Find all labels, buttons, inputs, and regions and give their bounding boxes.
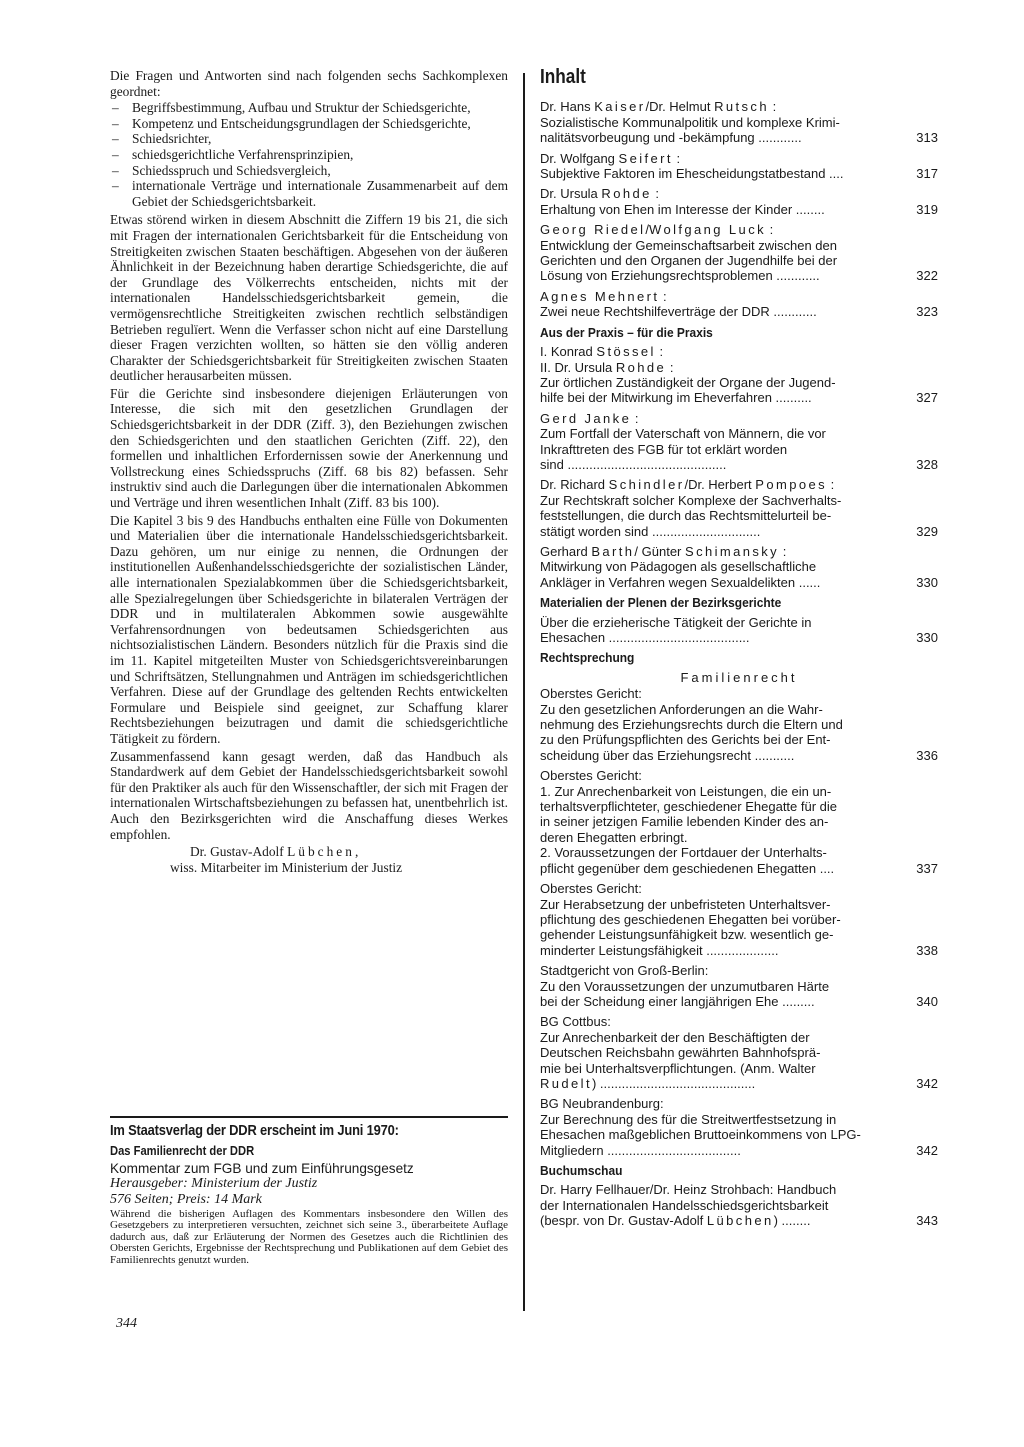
toc-author: Dr. Wolfgang Seifert :: [540, 150, 681, 166]
list-item: – schiedsgerichtliche Verfahrensprinzipien,: [110, 147, 508, 163]
divider: [110, 1116, 508, 1118]
toc-entry: Oberstes Gericht: Zu den gesetzlichen Anforderungen an die Wahr- nehmung des Erziehungsrechts durch die Eltern und zu den Prüfungspflichten des Gerichts bei der Ent- scheidung über das Erziehungsrecht ........... 336: [540, 686, 938, 763]
author-signature: [110, 844, 508, 875]
toc-page: 317: [916, 166, 938, 182]
toc-author: Gerhard Barth/ Günter Schimansky :: [540, 543, 787, 559]
toc-page: 342: [916, 1142, 938, 1158]
toc-page: 327: [916, 390, 938, 406]
toc-page: 322: [916, 268, 938, 284]
toc-page: 336: [916, 747, 938, 763]
toc-entry: Dr. Richard Schindler/Dr. Herbert Pompoes : Zur Rechtskraft solcher Komplexe der Sachverhalts- feststellungen, die durch das Rechtsmittelurteil be- stätigt worden sind .............................. 329: [540, 477, 938, 539]
toc-subsection-heading: Familienrecht: [680, 669, 798, 685]
toc-court: Stadtgericht von Groß-Berlin:: [540, 963, 709, 979]
toc-entry: Oberstes Gericht: Zur Herabsetzung der unbefristeten Unterhaltsver- pflichtung des geschiedenen Ehegatten bei vorüber- gehender Leistungsunfähigkeit bzw. wesentlich ge- minderter Leistungsfähigkeit .................... 338: [540, 881, 938, 958]
toc-author: Dr. Hans Kaiser/Dr. Helmut Rutsch :: [540, 99, 777, 115]
toc-entry: Stadtgericht von Groß-Berlin: Zu den Voraussetzungen der unzumutbaren Härte bei der Scheidung einer langjährigen Ehe ......... 340: [540, 963, 938, 1009]
publisher-announcement: [110, 1108, 508, 1266]
toc-page: 329: [916, 523, 938, 539]
toc-entry: Agnes Mehnert : Zwei neue Rechtshilfeverträge der DDR ............ 323: [540, 288, 938, 320]
toc-entry: Oberstes Gericht: 1. Zur Anrechenbarkeit von Leistungen, die ein un- terhaltsverpflichteter, geschiedener Ehegatte für die in seiner jetzigen Familie lebenden Kinder des an- deren Ehegatten erbringt. 2. Voraussetzungen der Fortdauer der Unterhalts- pflicht gegenüber dem geschiedenen Ehegatten .... 337: [540, 768, 938, 876]
toc-entry: I. Konrad Stössel : II. Dr. Ursula Rohde : Zur örtlichen Zuständigkeit der Organe der Jugend- hilfe bei der Mitwirkung im Eheverfahren .......... 327: [540, 344, 938, 406]
toc-court: Oberstes Gericht:: [540, 768, 642, 784]
toc-court: BG Neubrandenburg:: [540, 1096, 664, 1112]
page-number: 344: [116, 1316, 137, 1331]
toc-section-heading: Buchumschau: [540, 1163, 623, 1178]
body-paragraph: Zusammenfassend kann gesagt werden, daß das Handbuch als Standardwerk auf dem Gebiet der Handelsschiedsgerichtsbarkeit sowohl für den Praktiker als auch für den Wissenschaftler, der sich mit Fragen der internationalen Wirtschaftsbeziehungen zu befassen hat, unentbehrlich ist. Auch den Bezirksgerichten wird die Anschaffung dieses Werkes empfohlen.: [110, 748, 508, 842]
toc-entry: Dr. Harry Fellhauer/Dr. Heinz Strohbach: Handbuch der Internationalen Handelsschiedsgerichtsbarkeit (bespr. von Dr. Gustav-Adolf Lübchen) ........ 343: [540, 1182, 938, 1229]
toc-page: 319: [916, 201, 938, 217]
toc-author: Agnes Mehnert :: [540, 288, 667, 304]
toc-court: BG Cottbus:: [540, 1014, 611, 1030]
toc-heading: Inhalt: [540, 66, 586, 88]
body-paragraph: Etwas störend wirken in diesem Abschnitt die Ziffern 19 bis 21, die sich mit Fragen der internationalen Gerichtsbarkeit für die Entscheidung von Streitigkeiten zwischen Staaten beschäftigen. Abgesehen von der äußeren Ähnlichkeit in der Bezeichnung haben derartige Schiedsgerichte, die auf der Grundlage des Völkerrechts entscheiden, nichts mit der internationalen Handelsschiedsgerichtsbarkeit gemein, die vermögensrechtliche Streitigkeiten zwischen rechtlich selbständigen Betrieben regulïert. Wenn die Verfasser schon nicht auf eine Darstellung dieser Fragen verzichten wollten, so hätten sie den völlig anderen Charakter der Schiedsgerichtsbarkeit für Streitigkeiten zwischen Staaten deutlicher herausarbeiten müssen.: [110, 212, 508, 384]
list-item: – Kompetenz und Entscheidungsgrundlagen der Schiedsgerichte,: [110, 116, 508, 132]
toc-entry: Gerd Janke : Zum Fortfall der Vaterschaft von Männern, die vor Inkrafttreten des FGB für tot erklärt worden sind ............................................ 328: [540, 410, 938, 472]
toc-section-heading: Aus der Praxis – für die Praxis: [540, 324, 713, 340]
toc-author: I. Konrad Stössel :: [540, 344, 664, 360]
toc-page: 330: [916, 574, 938, 590]
toc-court: Oberstes Gericht:: [540, 686, 642, 702]
toc-author: Dr. Richard Schindler/Dr. Herbert Pompoes :: [540, 477, 835, 493]
toc-entry: Georg Riedel/Wolfgang Luck : Entwicklung der Gemeinschaftsarbeit zwischen den Gerichten und den Organen der Jugendhilfe bei der Lösung von Erziehungsrechtsproblemen ............ 322: [540, 222, 938, 284]
toc-section-heading: Materialien der Plenen der Bezirksgerichte: [540, 595, 782, 611]
toc-entry: BG Neubrandenburg: Zur Berechnung des für die Streitwertfestsetzung in Ehesachen maßgeblichen Bruttoeinkommens von LPG- Mitgliedern ..................................... 342: [540, 1096, 938, 1158]
table-of-contents: [540, 66, 938, 1234]
list-item: – internationale Verträge und internationale Zusammenarbeit auf dem Gebiet der Schiedsgerichtsbarkeit.: [110, 178, 508, 209]
toc-court: Oberstes Gericht:: [540, 881, 642, 897]
book-publisher: Herausgeber: Ministerium der Justiz: [110, 1176, 318, 1191]
toc-page: 340: [916, 993, 938, 1009]
toc-entry: Dr. Hans Kaiser/Dr. Helmut Rutsch : Sozialistische Kommunalpolitik und komplexe Krimi- nalitätsvorbeugung und -bekämpfung ............ 313: [540, 99, 938, 146]
list-item: – Schiedsrichter,: [110, 131, 508, 147]
intro-paragraph: Die Fragen und Antworten sind nach folgenden sechs Sachkomplexen geordnet:: [110, 68, 508, 99]
toc-entry: Über die erzieherische Tätigkeit der Gerichte in Ehesachen ....................................... 330: [540, 614, 938, 645]
toc-entry: Gerhard Barth/ Günter Schimansky : Mitwirkung von Pädagogen als gesellschaftliche Ankläger in Verfahren wegen Sexualdelikten ...... 330: [540, 543, 938, 590]
author-role: wiss. Mitarbeiter im Ministerium der Justiz: [170, 859, 403, 875]
toc-page: 343: [916, 1213, 938, 1229]
review-text-column: [110, 68, 508, 875]
list-item: – Begriffsbestimmung, Aufbau und Struktur der Schiedsgerichte,: [110, 100, 508, 116]
toc-page: 328: [916, 456, 938, 472]
toc-author: Dr. Ursula Rohde :: [540, 186, 659, 202]
toc-entry: Dr. Wolfgang Seifert : Subjektive Faktoren im Ehescheidungstatbestand .... 317: [540, 150, 938, 182]
toc-author: II. Dr. Ursula Rohde :: [540, 359, 674, 375]
toc-entry: BG Cottbus: Zur Anrechenbarkeit der den Beschäftigten der Deutschen Reichsbahn gewährten Bahnhofsprä- mie bei Unterhaltsverpflichtungen. (Anm. Walter Rudelt) ........................................... 342: [540, 1014, 938, 1091]
author-name-prefix: Dr. Gustav-Adolf: [190, 844, 284, 860]
book-details: 576 Seiten; Preis: 14 Mark: [110, 1191, 262, 1207]
book-title: Das Familienrecht der DDR: [110, 1143, 255, 1158]
body-paragraph: Für die Gerichte sind insbesondere diejenigen Erläuterungen von Interesse, die sich mit den gesetzlichen Grundlagen der Schiedsgerichtsbarkeit in der DDR (Ziff. 3), den Beziehungen zwischen den Schiedsgerichten und den staatlichen Gerichten (Ziff. 22), den formellen und inhaltlichen Erfordernissen sowie der Anerkennung und Vollstreckung eines Schiedsspruchs (Ziff. 68 bis 82) befassen. Sehr instruktiv sind auch die Darlegungen über die internationalen Abkommen und Verträge und ihren wesentlichen Inhalt (Ziff. 83 bis 100).: [110, 385, 508, 511]
toc-page: 323: [916, 304, 938, 320]
book-subtitle: Kommentar zum FGB und zum Einführungsgesetz: [110, 1161, 414, 1176]
list-item: – Schiedsspruch und Schiedsvergleich,: [110, 163, 508, 179]
author-surname: Lübchen,: [287, 844, 362, 860]
body-paragraph: Die Kapitel 3 bis 9 des Handbuchs enthalten eine Fülle von Dokumenten und Materialien über die internationale Handelsschiedsgerichtsbarkeit. Dazu gehören, um nur einige zu nennen, die Ordnungen der institutionellen Außenhandelsschiedsgerichte der sozialistischen Länder, alle internationalen Spezialabkommen über die Schiedsgerichtsbarkeit, alle Spezialregelungen über Schiedsgerichte in bilateralen Verträgen der DDR und in multilateralen Abkommen sowie ausgewählte Verfahrensordnungen von bedeutsamen Schiedsgerichten aus nichtsozialistischen Ländern. Besonders nützlich für die Praxis sind die im 11. Kapitel mitgeteilten Muster von Schiedsgerichtsvereinbarungen und Schriftsätzen, Stellungnahmen und Anträgen im schiedsgerichtlichen Verfahren. Diese auf der Grundlage des geltenden Rechts entwickelten Formulare und Beispiele sind geeignet, zur Schaffung klarer Rechtsbeziehungen beizutragen und damit die schiedsgerichtliche Tätigkeit zu fördern.: [110, 512, 508, 746]
book-description: Während die bisherigen Auflagen des Kommentars insbesondere den Willen des Gesetzgebers zu interpretieren versuchten, zeichnet sich seine 3., überarbeitete Auflage dadurch aus, daß zur Erläuterung der Normen des Gesetzes auch die Richtlinien des Obersten Gerichts, Ergebnisse der Rechtsprechung und Publikationen auf dem Gebiet des Familienrechts genutzt wurden.: [110, 1208, 508, 1266]
toc-page: 330: [916, 630, 938, 645]
toc-author: Gerd Janke :: [540, 410, 639, 426]
topic-list: [110, 100, 508, 209]
toc-section-heading: Rechtsprechung: [540, 650, 635, 666]
toc-page: 342: [916, 1075, 938, 1091]
toc-page: 337: [916, 860, 938, 876]
toc-page: 313: [916, 130, 938, 146]
announcement-headline: Im Staatsverlag der DDR erscheint im Juni 1970:: [110, 1122, 399, 1139]
toc-entry: Dr. Ursula Rohde : Erhaltung von Ehen im Interesse der Kinder ........ 319: [540, 186, 938, 217]
column-divider: [523, 73, 525, 1311]
toc-page: 338: [916, 942, 938, 958]
toc-author: Georg Riedel/Wolfgang Luck :: [540, 222, 774, 238]
